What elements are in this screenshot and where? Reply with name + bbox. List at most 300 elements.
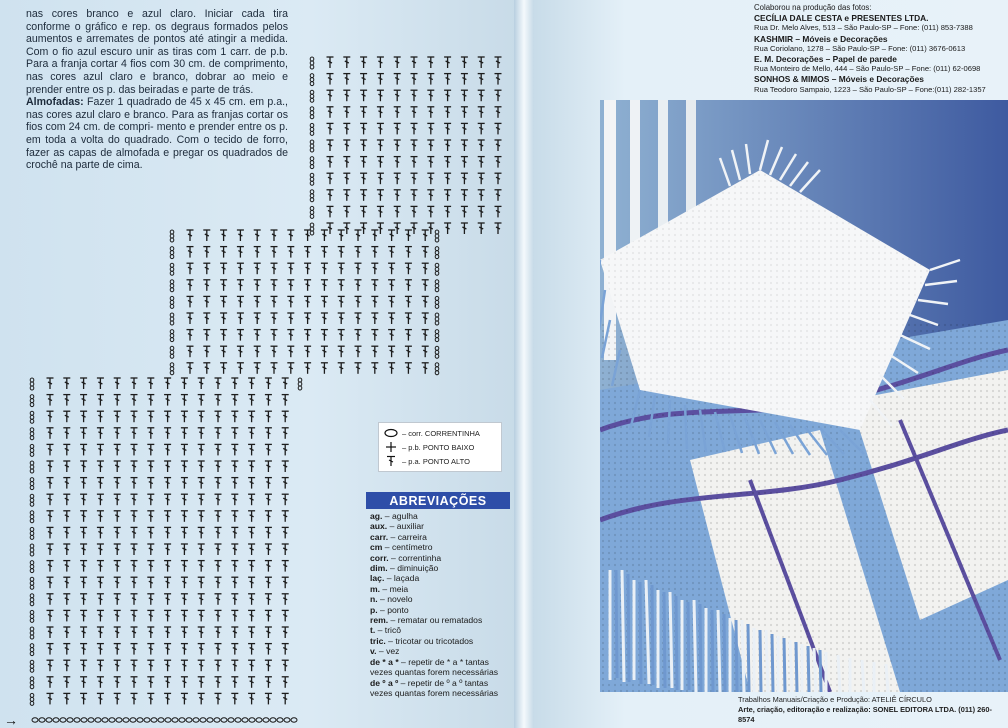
abbreviation-meaning: – repetir de º a º tantas: [398, 677, 489, 688]
double-crochet-stitch: [411, 157, 418, 168]
double-crochet-stitch: [338, 247, 345, 258]
foundation-chain-stitch: [123, 718, 129, 722]
double-crochet-stitch: [220, 296, 227, 307]
instructions-line: entre os p. das beiradas e parte de trás.: [65, 83, 254, 96]
double-crochet-stitch: [377, 107, 384, 118]
double-crochet-stitch: [231, 610, 238, 621]
double-crochet-stitch: [265, 378, 272, 389]
double-crochet-stitch: [187, 346, 194, 357]
double-crochet-stitch: [360, 190, 367, 201]
double-crochet-stitch: [181, 461, 188, 472]
double-crochet-stitch: [411, 57, 418, 68]
double-crochet-stitch: [282, 677, 289, 688]
double-crochet-stitch: [388, 280, 395, 291]
chain-stitch: [30, 677, 34, 689]
double-crochet-stitch: [114, 561, 121, 572]
double-crochet-stitch: [271, 247, 278, 258]
double-crochet-stitch: [411, 74, 418, 85]
abbreviation-meaning: – agulha: [382, 511, 418, 521]
double-crochet-stitch: [265, 577, 272, 588]
double-crochet-stitch: [131, 494, 138, 505]
double-crochet-stitch: [248, 677, 255, 688]
double-crochet-stitch: [422, 263, 429, 274]
double-crochet-stitch: [343, 223, 350, 234]
abbreviation-row: [370, 688, 516, 698]
chain-stitch: [30, 444, 34, 456]
double-crochet-stitch: [444, 206, 451, 217]
abbreviation-row: [370, 667, 516, 677]
double-crochet-stitch: [147, 610, 154, 621]
double-crochet-stitch: [181, 627, 188, 638]
double-crochet-stitch: [164, 577, 171, 588]
double-crochet-stitch: [355, 263, 362, 274]
double-crochet-stitch: [181, 693, 188, 704]
double-crochet-stitch: [444, 223, 451, 234]
double-crochet-stitch: [97, 644, 104, 655]
chain-stitch: [435, 330, 439, 342]
double-crochet-stitch: [394, 57, 401, 68]
double-crochet-stitch: [254, 247, 261, 258]
credit-store-address: Rua Teodoro Sampaio, 1223 – São Paulo-SP – Fone:(011) 282-1357: [754, 84, 986, 94]
double-crochet-stitch: [220, 247, 227, 258]
foundation-chain-stitch: [179, 718, 185, 722]
double-crochet-stitch: [97, 461, 104, 472]
double-crochet-stitch: [461, 157, 468, 168]
almofadas-line: as franjas cortar os fios com 24 cm. de compri-: [26, 108, 288, 134]
foundation-chain-stitch: [102, 718, 108, 722]
abbreviation-term: ag.: [370, 511, 383, 521]
double-crochet-stitch: [371, 263, 378, 274]
double-crochet-stitch: [327, 57, 334, 68]
double-crochet-stitch: [495, 74, 502, 85]
legend-row-double: [383, 454, 470, 468]
double-crochet-stitch: [47, 627, 54, 638]
abbreviation-term: p.: [370, 604, 378, 615]
stitch-legend: [378, 422, 502, 472]
chain-stitch: [30, 627, 34, 639]
abbreviation-row: [370, 594, 516, 604]
instructions-paragraph-2: [26, 96, 288, 172]
double-crochet-stitch: [265, 693, 272, 704]
double-crochet-stitch: [164, 411, 171, 422]
double-crochet-stitch: [220, 230, 227, 241]
double-crochet-stitch: [360, 107, 367, 118]
abbreviation-row: [370, 636, 516, 646]
double-crochet-stitch: [287, 346, 294, 357]
abbreviation-term: rem.: [370, 615, 389, 626]
double-crochet-stitch: [371, 296, 378, 307]
double-crochet-stitch: [198, 544, 205, 555]
double-crochet-stitch: [203, 346, 210, 357]
double-crochet-stitch: [237, 363, 244, 374]
double-crochet-stitch: [304, 363, 311, 374]
foundation-chain-stitch: [88, 718, 94, 722]
double-crochet-stitch: [355, 313, 362, 324]
double-crochet-stitch: [237, 330, 244, 341]
chain-stitch: [170, 363, 174, 375]
double-crochet-stitch: [80, 478, 87, 489]
abbreviation-term: v.: [370, 646, 377, 657]
double-crochet-stitch: [97, 693, 104, 704]
double-crochet-stitch: [97, 478, 104, 489]
double-crochet-stitch: [164, 428, 171, 439]
foundation-chain-stitch: [95, 718, 101, 722]
double-crochet-stitch: [181, 494, 188, 505]
double-crochet-stitch: [215, 478, 222, 489]
double-crochet-stitch: [147, 461, 154, 472]
double-crochet-stitch: [47, 594, 54, 605]
double-crochet-stitch: [371, 363, 378, 374]
double-crochet-stitch: [282, 527, 289, 538]
foundation-chain-stitch: [228, 718, 234, 722]
credit-store-name: E. M. Decorações – Papel de parede: [754, 54, 897, 65]
double-crochet-stitch: [343, 140, 350, 151]
double-crochet-stitch: [198, 378, 205, 389]
double-crochet-stitch: [164, 693, 171, 704]
double-crochet-stitch: [80, 610, 87, 621]
double-crochet-stitch: [164, 444, 171, 455]
double-crochet-stitch: [231, 594, 238, 605]
foundation-chain-stitch: [235, 718, 241, 722]
chain-stitch: [170, 280, 174, 292]
double-crochet-stitch: [147, 478, 154, 489]
double-crochet-stitch: [254, 363, 261, 374]
foundation-chain-stitch: [291, 718, 297, 722]
double-crochet-stitch: [237, 296, 244, 307]
abbreviation-term: t.: [370, 625, 376, 636]
double-crochet-stitch: [271, 296, 278, 307]
legend-double-label: – p.a. PONTO ALTO: [402, 456, 470, 466]
double-crochet-stitch: [388, 346, 395, 357]
double-crochet-stitch: [114, 610, 121, 621]
abbreviations-list: [370, 511, 516, 698]
abbreviation-term: carr.: [370, 531, 389, 542]
double-crochet-stitch: [147, 594, 154, 605]
double-crochet-stitch: [131, 610, 138, 621]
double-crochet-stitch: [63, 395, 70, 406]
double-crochet-stitch: [114, 660, 121, 671]
double-crochet-stitch: [131, 577, 138, 588]
double-crochet-stitch: [215, 411, 222, 422]
double-crochet-stitch: [131, 461, 138, 472]
double-crochet-stitch: [164, 511, 171, 522]
double-crochet-stitch: [355, 330, 362, 341]
double-crochet-stitch: [80, 660, 87, 671]
double-crochet-stitch: [131, 395, 138, 406]
double-crochet-stitch: [327, 107, 334, 118]
double-crochet-stitch: [304, 247, 311, 258]
double-crochet-stitch: [495, 57, 502, 68]
double-crochet-stitch: [203, 263, 210, 274]
double-crochet-stitch: [265, 627, 272, 638]
foundation-chain-stitch: [186, 718, 192, 722]
double-crochet-stitch: [164, 644, 171, 655]
instructions-line: azul claro e branco, dobrar ao meio e prender: [26, 70, 288, 96]
double-crochet-stitch: [265, 544, 272, 555]
chain-stitch: [30, 378, 34, 390]
double-crochet-stitch: [231, 644, 238, 655]
abbreviations-title: ABREVIAÇÕES: [366, 492, 510, 509]
double-crochet-stitch: [114, 395, 121, 406]
double-crochet-stitch: [271, 263, 278, 274]
double-crochet-stitch: [265, 428, 272, 439]
double-crochet-t-icon: [383, 455, 399, 467]
double-crochet-stitch: [371, 346, 378, 357]
double-crochet-stitch: [215, 461, 222, 472]
double-crochet-stitch: [164, 527, 171, 538]
double-crochet-stitch: [237, 263, 244, 274]
instructions-line: tiras com 1 carr. de p.b. Para a franja cortar 4: [26, 45, 288, 71]
double-crochet-stitch: [187, 263, 194, 274]
double-crochet-stitch: [248, 627, 255, 638]
double-crochet-stitch: [63, 660, 70, 671]
double-crochet-stitch: [422, 296, 429, 307]
double-crochet-stitch: [338, 330, 345, 341]
double-crochet-stitch: [282, 610, 289, 621]
abbreviation-meaning: – novelo: [377, 594, 413, 605]
double-crochet-stitch: [63, 527, 70, 538]
double-crochet-stitch: [215, 444, 222, 455]
footer-line-1: Trabalhos Manuais/Criação e Produção: ATELIÊ CÍRCULO: [738, 695, 932, 704]
double-crochet-stitch: [114, 677, 121, 688]
double-crochet-stitch: [321, 280, 328, 291]
double-crochet-stitch: [231, 544, 238, 555]
abbreviation-meaning: – rematar ou rematados: [388, 615, 483, 626]
double-crochet-stitch: [248, 461, 255, 472]
double-crochet-stitch: [131, 478, 138, 489]
double-crochet-stitch: [63, 428, 70, 439]
double-crochet-stitch: [97, 594, 104, 605]
double-crochet-stitch: [164, 610, 171, 621]
chain-stitch: [310, 74, 314, 86]
double-crochet-stitch: [131, 527, 138, 538]
double-crochet-stitch: [478, 157, 485, 168]
chain-stitch: [30, 644, 34, 656]
double-crochet-stitch: [131, 511, 138, 522]
chain-stitch: [30, 494, 34, 506]
double-crochet-stitch: [360, 123, 367, 134]
double-crochet-stitch: [411, 123, 418, 134]
double-crochet-stitch: [388, 247, 395, 258]
chain-stitch: [30, 693, 34, 705]
double-crochet-stitch: [405, 346, 412, 357]
double-crochet-stitch: [164, 594, 171, 605]
abbreviation-term: dim.: [370, 563, 388, 574]
double-crochet-stitch: [47, 561, 54, 572]
double-crochet-stitch: [371, 313, 378, 324]
double-crochet-stitch: [80, 527, 87, 538]
chain-stitch: [30, 561, 34, 573]
double-crochet-stitch: [164, 395, 171, 406]
double-crochet-stitch: [181, 561, 188, 572]
double-crochet-stitch: [215, 594, 222, 605]
double-crochet-stitch: [181, 378, 188, 389]
double-crochet-stitch: [394, 190, 401, 201]
double-crochet-stitch: [478, 90, 485, 101]
double-crochet-stitch: [282, 660, 289, 671]
double-crochet-stitch: [422, 280, 429, 291]
double-crochet-stitch: [198, 511, 205, 522]
double-crochet-stitch: [220, 280, 227, 291]
double-crochet-stitch: [321, 247, 328, 258]
double-crochet-stitch: [215, 544, 222, 555]
chain-stitch: [170, 330, 174, 342]
double-crochet-stitch: [47, 428, 54, 439]
double-crochet-stitch: [47, 544, 54, 555]
double-crochet-stitch: [47, 411, 54, 422]
double-crochet-stitch: [495, 206, 502, 217]
double-crochet-stitch: [47, 610, 54, 621]
double-crochet-stitch: [215, 644, 222, 655]
double-crochet-stitch: [282, 544, 289, 555]
double-crochet-stitch: [203, 280, 210, 291]
foundation-chain-stitch: [172, 718, 178, 722]
credit-store-address: Rua Coriolano, 1278 – São Paulo-SP – Fone: (011) 3676-0613: [754, 43, 966, 53]
chain-stitch: [435, 346, 439, 358]
double-crochet-stitch: [220, 363, 227, 374]
double-crochet-stitch: [147, 544, 154, 555]
double-crochet-stitch: [343, 74, 350, 85]
abbreviation-meaning: – laçada: [384, 573, 420, 584]
abbreviation-row: [370, 532, 516, 542]
double-crochet-stitch: [63, 494, 70, 505]
double-crochet-stitch: [478, 140, 485, 151]
chain-stitch: [310, 90, 314, 102]
foundation-chain-stitch: [158, 718, 164, 722]
credit-store-name: KASHMIR – Móveis e Decorações: [754, 33, 888, 44]
instructions-line: fios com 30 cm. de comprimento, nas cores: [26, 58, 288, 83]
double-crochet-stitch: [47, 527, 54, 538]
double-crochet-stitch: [248, 444, 255, 455]
double-crochet-stitch: [97, 444, 104, 455]
almofadas-line: em p.a., nas cores azul claro e branco. Para: [26, 96, 288, 121]
double-crochet-stitch: [461, 223, 468, 234]
double-crochet-stitch: [478, 74, 485, 85]
double-crochet-stitch: [80, 561, 87, 572]
double-crochet-stitch: [422, 346, 429, 357]
double-crochet-stitch: [80, 544, 87, 555]
double-crochet-stitch: [147, 444, 154, 455]
double-crochet-stitch: [47, 395, 54, 406]
double-crochet-stitch: [254, 346, 261, 357]
double-crochet-stitch: [97, 395, 104, 406]
abbreviation-row: [370, 625, 516, 635]
foundation-chain-stitch: [249, 718, 255, 722]
double-crochet-stitch: [427, 90, 434, 101]
double-crochet-stitch: [203, 313, 210, 324]
chain-stitch: [435, 247, 439, 259]
blanket-photo: [600, 100, 1008, 692]
double-crochet-stitch: [254, 313, 261, 324]
double-crochet-stitch: [265, 411, 272, 422]
foundation-chain-stitch: [39, 718, 45, 722]
abbreviation-row: [370, 542, 516, 552]
abbreviation-row: [370, 678, 516, 688]
double-crochet-stitch: [198, 644, 205, 655]
double-crochet-stitch: [343, 206, 350, 217]
foundation-chain-stitch: [193, 718, 199, 722]
double-crochet-stitch: [215, 494, 222, 505]
double-crochet-stitch: [287, 263, 294, 274]
foundation-chain-stitch: [277, 718, 283, 722]
double-crochet-stitch: [355, 230, 362, 241]
double-crochet-stitch: [47, 511, 54, 522]
double-crochet-stitch: [215, 610, 222, 621]
double-crochet-stitch: [97, 411, 104, 422]
double-crochet-stitch: [147, 561, 154, 572]
double-crochet-stitch: [461, 123, 468, 134]
double-crochet-stitch: [215, 693, 222, 704]
double-crochet-stitch: [47, 378, 54, 389]
double-crochet-stitch: [304, 330, 311, 341]
double-crochet-stitch: [271, 280, 278, 291]
double-crochet-stitch: [231, 677, 238, 688]
double-crochet-stitch: [377, 90, 384, 101]
chain-stitch: [30, 395, 34, 407]
double-crochet-stitch: [215, 577, 222, 588]
double-crochet-stitch: [198, 527, 205, 538]
double-crochet-stitch: [114, 428, 121, 439]
double-crochet-stitch: [405, 313, 412, 324]
double-crochet-stitch: [394, 90, 401, 101]
double-crochet-stitch: [377, 157, 384, 168]
double-crochet-stitch: [248, 644, 255, 655]
double-crochet-stitch: [394, 107, 401, 118]
legend-single-label: – p.b. PONTO BAIXO: [402, 442, 475, 452]
double-crochet-stitch: [495, 90, 502, 101]
chain-stitch: [310, 157, 314, 169]
double-crochet-stitch: [231, 577, 238, 588]
double-crochet-stitch: [147, 693, 154, 704]
double-crochet-stitch: [248, 610, 255, 621]
double-crochet-stitch: [388, 296, 395, 307]
double-crochet-stitch: [164, 627, 171, 638]
double-crochet-stitch: [220, 330, 227, 341]
double-crochet-stitch: [495, 123, 502, 134]
double-crochet-stitch: [304, 296, 311, 307]
double-crochet-stitch: [321, 230, 328, 241]
chain-stitch: [435, 280, 439, 292]
double-crochet-stitch: [47, 478, 54, 489]
foundation-chain-stitch: [200, 718, 206, 722]
double-crochet-stitch: [254, 280, 261, 291]
double-crochet-stitch: [198, 428, 205, 439]
chain-stitch: [30, 411, 34, 423]
double-crochet-stitch: [231, 428, 238, 439]
double-crochet-stitch: [181, 527, 188, 538]
double-crochet-stitch: [181, 594, 188, 605]
double-crochet-stitch: [215, 677, 222, 688]
abbreviation-row: [370, 563, 516, 573]
double-crochet-stitch: [80, 577, 87, 588]
double-crochet-stitch: [215, 527, 222, 538]
double-crochet-stitch: [265, 677, 272, 688]
abbreviation-term: laç.: [370, 573, 385, 584]
double-crochet-stitch: [63, 610, 70, 621]
almofadas-line: crochê na parte de cima.: [26, 159, 143, 172]
double-crochet-stitch: [254, 263, 261, 274]
double-crochet-stitch: [248, 594, 255, 605]
double-crochet-stitch: [164, 461, 171, 472]
double-crochet-stitch: [248, 494, 255, 505]
production-footer: [738, 695, 1006, 724]
double-crochet-stitch: [282, 395, 289, 406]
double-crochet-stitch: [265, 494, 272, 505]
double-crochet-stitch: [360, 173, 367, 184]
double-crochet-stitch: [198, 478, 205, 489]
double-crochet-stitch: [147, 577, 154, 588]
double-crochet-stitch: [231, 561, 238, 572]
